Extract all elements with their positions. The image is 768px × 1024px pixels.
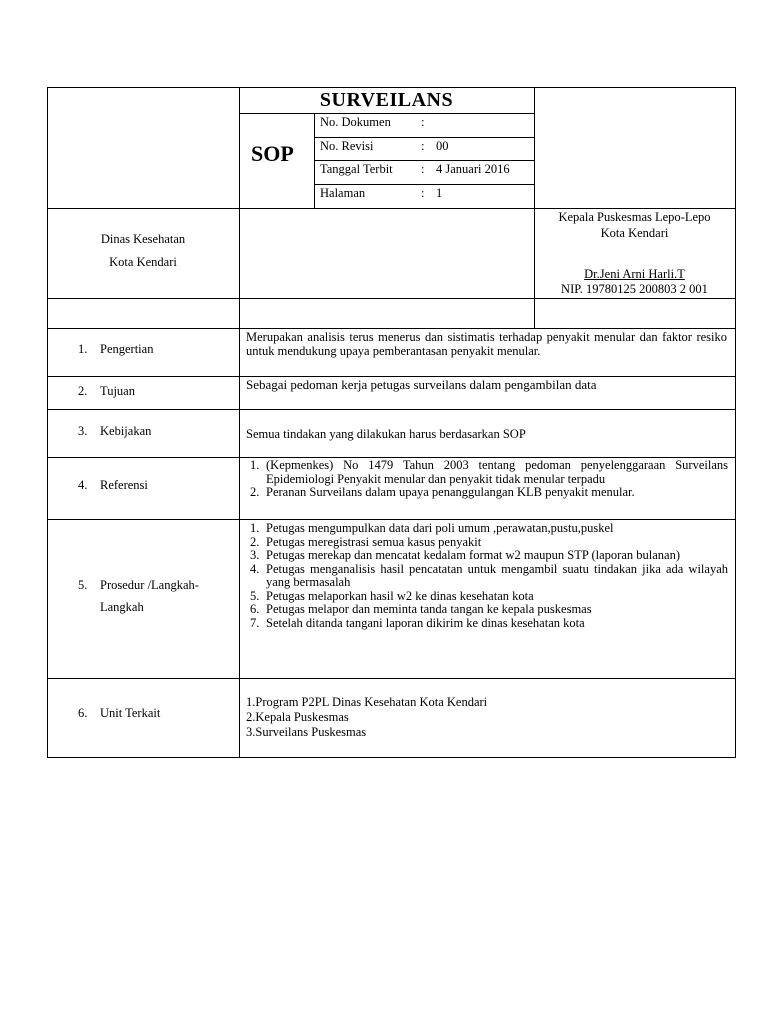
section-text: Merupakan analisis terus menerus dan sistimatis terhadap penyakit menular dan faktor resiko untuk mendukung upaya pemberantasan penyakit menular. <box>246 330 727 358</box>
list-number: 3. <box>250 548 260 562</box>
section-number: 2. <box>78 384 88 398</box>
signatory-name: Dr.Jeni Arni Harli.T <box>584 267 685 281</box>
section-label: Unit Terkait <box>100 706 161 720</box>
section-number: 5. <box>78 578 88 592</box>
list-text: Petugas meregistrasi semua kasus penyakit <box>266 534 482 549</box>
section-label: Pengertian <box>100 342 154 356</box>
procedure-list <box>246 522 728 630</box>
section-label: Referensi <box>100 478 148 492</box>
document-title: SURVEILANS <box>319 89 454 111</box>
list-item <box>246 549 728 563</box>
field-value-tanggal-terbit: 4 Januari 2016 <box>436 162 510 176</box>
list-text: Petugas menganalisis hasil pencatatan untuk mengambil suatu tindakan jika ada wilayah yang bermasalah <box>266 561 728 589</box>
signatory-title: Kepala Puskesmas Lepo-Lepo <box>558 210 711 224</box>
agency-line-2: Kota Kendari <box>109 255 177 269</box>
field-value-halaman: 1 <box>436 186 443 200</box>
list-number: 1. <box>250 458 260 472</box>
field-colon-tanggal-terbit: : <box>421 162 425 176</box>
section-number: 6. <box>78 706 88 720</box>
section-label: Kebijakan <box>100 424 152 438</box>
list-number: 5. <box>250 588 260 603</box>
section-label-line-2: Langkah <box>100 600 144 614</box>
section-text: Semua tindakan yang dilakukan harus berdasarkan SOP <box>246 427 526 441</box>
list-text: Peranan Surveilans dalam upaya penanggulangan KLB penyakit menular. <box>266 485 635 499</box>
list-number: 2. <box>250 485 260 499</box>
list-number: 6. <box>250 602 260 616</box>
section-label-line-1: Prosedur /Langkah- <box>100 578 199 592</box>
list-number: 4. <box>250 561 260 576</box>
field-label-no-revisi: No. Revisi <box>320 139 374 153</box>
agency-line-1: Dinas Kesehatan <box>100 232 186 246</box>
field-colon-no-dokumen: : <box>421 115 425 129</box>
list-text: (Kepmenkes) No 1479 Tahun 2003 tentang pedoman penyelenggaraan Surveilans Epidemiologi Penyakit menular dan penyakit tidak menular terpadu <box>266 458 728 486</box>
list-item <box>246 486 728 500</box>
section-label: Tujuan <box>100 384 135 398</box>
list-text: Petugas merekap dan mencatat kedalam format w2 maupun STP (laporan bulanan) <box>266 548 680 562</box>
list-item <box>246 563 728 590</box>
field-label-tanggal-terbit: Tanggal Terbit <box>320 162 393 176</box>
reference-list <box>246 459 728 500</box>
unit-line-1: 1.Program P2PL Dinas Kesehatan Kota Kendari <box>246 695 488 709</box>
field-colon-halaman: : <box>421 186 425 200</box>
section-number: 3. <box>78 424 88 438</box>
list-item <box>246 617 728 631</box>
signatory-city: Kota Kendari <box>600 226 669 240</box>
section-number: 4. <box>78 478 88 492</box>
signatory-nip: NIP. 19780125 200803 2 001 <box>561 282 708 296</box>
list-item <box>246 590 728 604</box>
sop-label: SOP <box>251 141 294 166</box>
field-label-halaman: Halaman <box>320 186 366 200</box>
section-text: Sebagai pedoman kerja petugas surveilans dalam pengambilan data <box>246 377 597 392</box>
list-item <box>246 459 728 486</box>
list-item <box>246 536 728 550</box>
list-text: Setelah ditanda tangani laporan dikirim ke dinas kesehatan kota <box>266 615 585 630</box>
list-text: Petugas mengumpulkan data dari poli umum ,perawatan,pustu,puskel <box>266 521 614 535</box>
section-number: 1. <box>78 342 88 356</box>
list-number: 1. <box>250 521 260 535</box>
list-text: Petugas melapor dan meminta tanda tangan ke kepala puskesmas <box>266 602 592 616</box>
list-number: 2. <box>250 534 260 549</box>
list-item <box>246 522 728 536</box>
list-number: 7. <box>250 615 260 630</box>
list-item <box>246 603 728 617</box>
field-value-no-revisi: 00 <box>436 139 449 153</box>
list-text: Petugas melaporkan hasil w2 ke dinas kesehatan kota <box>266 588 534 603</box>
unit-line-3: 3.Surveilans Puskesmas <box>246 725 367 739</box>
unit-line-2: 2.Kepala Puskesmas <box>246 710 349 724</box>
field-label-no-dokumen: No. Dokumen <box>320 115 391 129</box>
field-colon-no-revisi: : <box>421 139 425 153</box>
